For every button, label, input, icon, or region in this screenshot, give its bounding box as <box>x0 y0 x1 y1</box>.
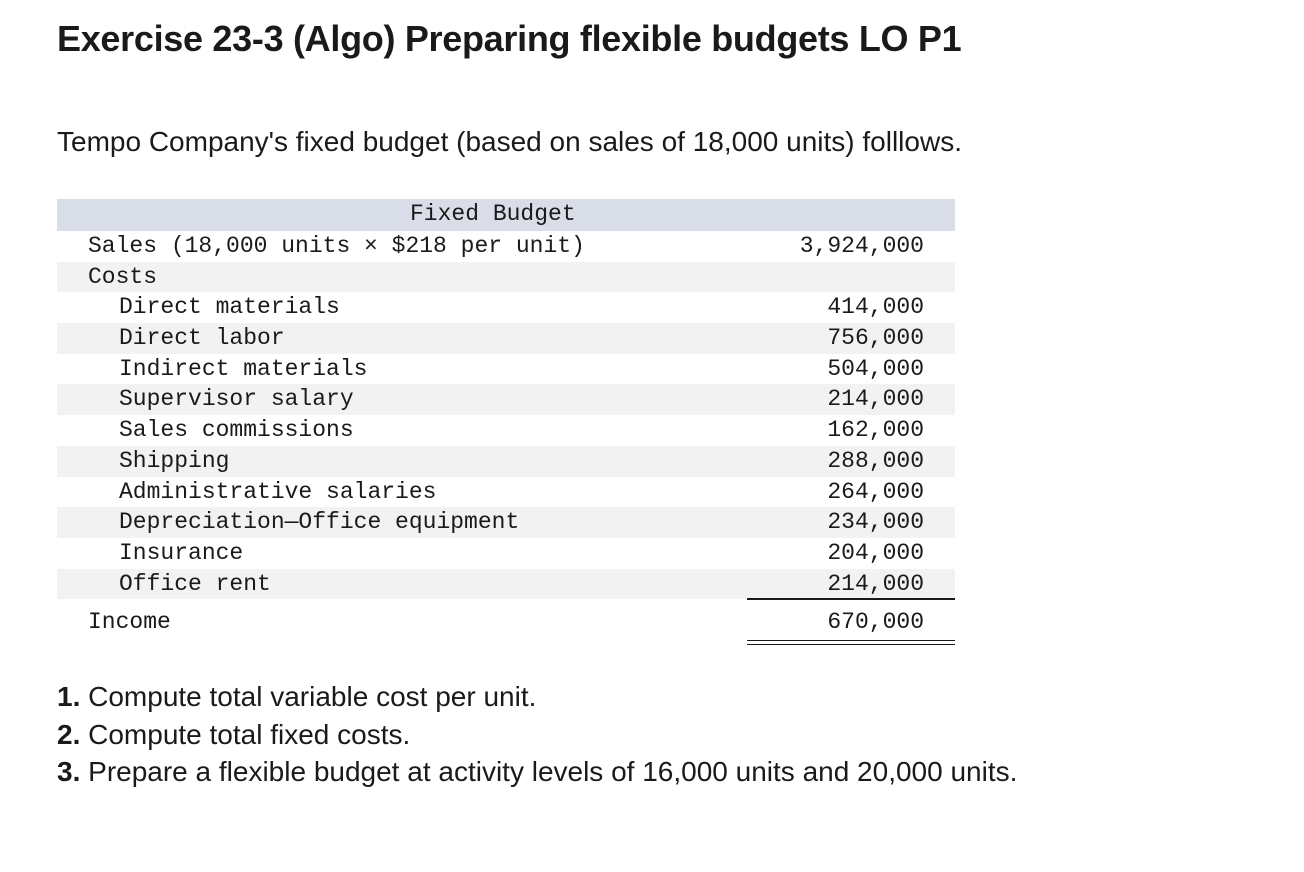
table-row <box>57 292 955 323</box>
cost-label: Shipping <box>119 447 230 474</box>
cost-value: 504,000 <box>827 355 924 382</box>
sales-row <box>57 231 955 262</box>
table-row <box>57 477 955 508</box>
question-text: Prepare a flexible budget at activity levels of 16,000 units and 20,000 units. <box>80 756 1018 787</box>
question-number: 3. <box>57 756 81 787</box>
total-double-underline <box>747 640 955 645</box>
question-item <box>57 753 1017 791</box>
table-row <box>57 384 955 415</box>
table-row <box>57 354 955 385</box>
cost-value: 214,000 <box>827 570 924 597</box>
cost-value: 214,000 <box>827 386 924 413</box>
income-label: Income <box>88 609 171 636</box>
cost-label: Direct labor <box>119 325 285 352</box>
question-text: Compute total fixed costs. <box>80 718 411 750</box>
question-number: 1. <box>57 681 81 712</box>
cost-value: 414,000 <box>827 294 924 321</box>
cost-label: Supervisor salary <box>119 386 354 413</box>
question-text: Compute total variable cost per unit. <box>80 681 537 712</box>
table-row <box>57 507 955 538</box>
table-row <box>57 569 955 600</box>
cost-label: Insurance <box>119 539 244 566</box>
cost-value: 234,000 <box>827 509 924 536</box>
table-row <box>57 446 955 477</box>
fixed-budget-table <box>57 199 955 645</box>
table-row <box>57 323 955 354</box>
cost-label: Depreciation—Office equipment <box>119 509 520 536</box>
cost-value: 162,000 <box>827 417 924 444</box>
cost-label: Direct materials <box>119 294 340 321</box>
cost-value: 288,000 <box>827 447 924 474</box>
page-title: Exercise 23-3 (Algo) Preparing flexible budgets LO P1 <box>57 18 962 59</box>
question-item <box>57 678 1017 716</box>
fixed-budget-header: Fixed Budget <box>410 201 576 227</box>
cost-value: 264,000 <box>827 478 924 505</box>
table-row <box>57 415 955 446</box>
costs-label: Costs <box>88 263 158 290</box>
question-number: 2. <box>57 718 81 750</box>
cost-label: Administrative salaries <box>119 478 437 505</box>
income-row <box>57 599 955 645</box>
cost-label: Office rent <box>119 570 271 597</box>
cost-value: 204,000 <box>827 539 924 566</box>
question-item <box>57 716 1017 754</box>
cost-value: 756,000 <box>827 325 924 352</box>
intro-text: Tempo Company's fixed budget (based on sales of 18,000 units) folllows. <box>57 126 962 157</box>
question-list <box>57 678 1017 791</box>
sales-value: 3,924,000 <box>799 233 924 259</box>
costs-heading-row <box>57 262 955 293</box>
table-row <box>57 538 955 569</box>
cost-label: Sales commissions <box>119 417 354 444</box>
sales-label: Sales (18,000 units × $218 per unit) <box>88 233 585 259</box>
cost-label: Indirect materials <box>119 355 368 382</box>
income-value: 670,000 <box>827 609 924 636</box>
table-header <box>57 199 955 231</box>
